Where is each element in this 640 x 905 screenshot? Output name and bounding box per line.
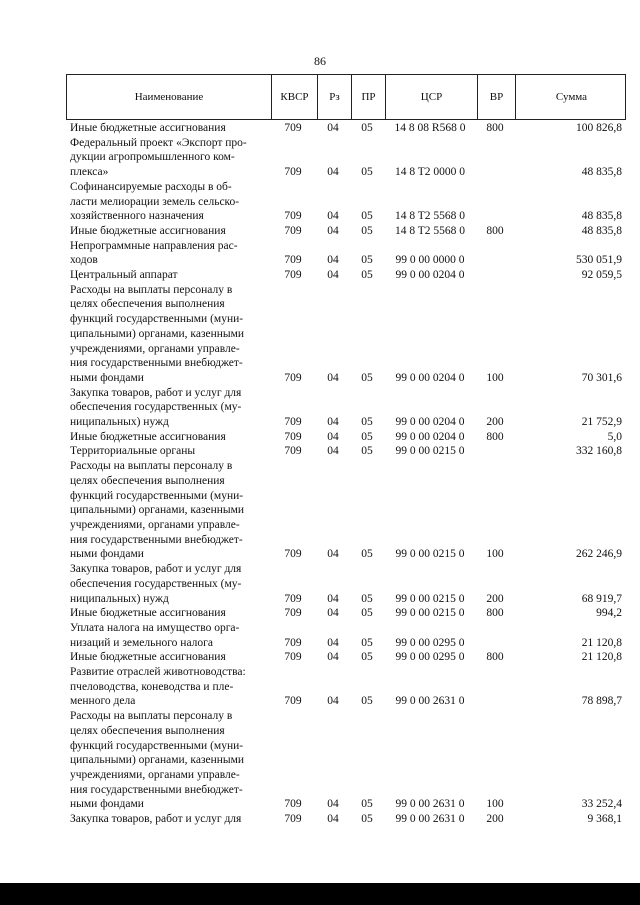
cell-rz: 04: [327, 254, 339, 267]
table-row: [66, 606, 626, 621]
table-row: [66, 444, 626, 459]
cell-rz: 04: [327, 651, 339, 664]
cell-kvsr: 709: [284, 651, 302, 664]
cell-rz: 04: [327, 122, 339, 134]
column-header-rz: Рз: [317, 75, 351, 119]
table-row: [66, 283, 626, 386]
page-number: 86: [314, 54, 326, 68]
table-row: [66, 709, 626, 812]
table-row: [66, 562, 626, 606]
table-row: [66, 812, 626, 827]
cell-name: Расходы на выплаты персоналу в целях обеспечения выполнения функций государственными (муни- ципальными) органами, казенными учреждениями, органами управле- ния государственными внебюджет- ными фондами: [70, 710, 245, 811]
cell-sum: 530 051,9: [576, 254, 622, 267]
cell-vr: 100: [486, 371, 504, 384]
cell-csr: 14 8 T2 5568 0: [394, 210, 466, 223]
cell-csr: 99 0 00 2631 0: [395, 798, 465, 811]
column-header-name: Наименование: [134, 91, 204, 103]
cell-rz: 04: [327, 416, 339, 429]
cell-pr: 05: [361, 548, 373, 561]
column-header-vr: ВР: [477, 75, 515, 119]
cell-vr: 800: [486, 651, 504, 664]
cell-csr: 99 0 00 0295 0: [395, 651, 465, 664]
cell-pr: 05: [361, 695, 373, 708]
cell-name: Софинансируемые расходы в об- ласти мелиорации земель сельско- хозяйственного назначения: [70, 180, 240, 223]
cell-name: Закупка товаров, работ и услуг для: [70, 813, 242, 826]
cell-vr: 100: [486, 548, 504, 561]
cell-sum: 994,2: [596, 607, 622, 620]
cell-pr: 05: [361, 224, 373, 237]
cell-pr: 05: [361, 122, 373, 134]
table-row: [66, 136, 626, 180]
cell-vr: 200: [486, 813, 504, 826]
cell-name: Расходы на выплаты персоналу в целях обеспечения выполнения функций государственными (муни- ципальными) органами, казенными учреждениями, органами управле- ния государственными внебюджет- ными фондами: [70, 283, 245, 384]
cell-pr: 05: [361, 210, 373, 223]
cell-name: Закупка товаров, работ и услуг для обеспечения государственных (му- ниципальных) нужд: [70, 563, 242, 605]
cell-name: Закупка товаров, работ и услуг для обеспечения государственных (му- ниципальных) нужд: [70, 386, 242, 429]
cell-rz: 04: [327, 430, 339, 443]
cell-csr: 99 0 00 0215 0: [395, 592, 465, 605]
cell-rz: 04: [327, 224, 339, 237]
cell-sum: 48 835,8: [581, 224, 622, 237]
cell-name: Развитие отраслей животноводства: пчеловодства, коневодства и пле- менного дела: [70, 666, 246, 708]
cell-pr: 05: [361, 445, 373, 458]
cell-csr: 14 8 T2 0000 0: [394, 166, 466, 179]
cell-pr: 05: [361, 166, 373, 179]
cell-pr: 05: [361, 430, 373, 443]
cell-name: Территориальные органы: [70, 445, 196, 458]
cell-sum: 21 752,9: [581, 416, 622, 429]
cell-sum: 100 826,8: [576, 122, 622, 134]
cell-kvsr: 709: [284, 269, 302, 282]
cell-csr: 99 0 00 2631 0: [395, 695, 465, 708]
table-header: [66, 74, 626, 120]
cell-sum: 21 120,8: [581, 636, 622, 649]
cell-name: Федеральный проект «Экспорт про- дукции агропромышленного ком- плекса»: [70, 136, 247, 179]
column-header-csr: ЦСР: [385, 75, 477, 119]
cell-rz: 04: [327, 371, 339, 384]
cell-name: Уплата налога на имущество орга- низаций и земельного налога: [70, 621, 240, 649]
cell-pr: 05: [361, 269, 373, 282]
cell-csr: 99 0 00 0204 0: [395, 416, 465, 429]
cell-pr: 05: [361, 254, 373, 267]
cell-kvsr: 709: [284, 695, 302, 708]
cell-rz: 04: [327, 166, 339, 179]
cell-vr: 200: [486, 416, 504, 429]
column-header-kvsr: КВСР: [271, 75, 317, 119]
cell-rz: 04: [327, 592, 339, 605]
cell-csr: 99 0 00 0204 0: [395, 371, 465, 384]
cell-sum: 92 059,5: [581, 269, 622, 282]
cell-sum: 70 301,6: [581, 371, 622, 384]
cell-name: Иные бюджетные ассигнования: [70, 607, 226, 620]
table-row: [66, 180, 626, 224]
cell-csr: 99 0 00 0295 0: [395, 636, 465, 649]
cell-sum: 9 368,1: [587, 813, 622, 826]
cell-vr: 200: [486, 592, 504, 605]
cell-kvsr: 709: [284, 224, 302, 237]
cell-pr: 05: [361, 798, 373, 811]
table-row: [66, 665, 626, 709]
cell-sum: 33 252,4: [581, 798, 622, 811]
cell-kvsr: 709: [284, 430, 302, 443]
cell-csr: 99 0 00 0215 0: [395, 607, 465, 620]
cell-kvsr: 709: [284, 813, 302, 826]
cell-kvsr: 709: [284, 636, 302, 649]
column-header-sum: Сумма: [515, 75, 627, 119]
table-row: [66, 621, 626, 650]
table-row: [66, 268, 626, 283]
cell-rz: 04: [327, 798, 339, 811]
cell-name: Непрограммные направления рас- ходов: [70, 239, 238, 267]
cell-name: Иные бюджетные ассигнования: [70, 430, 226, 443]
cell-sum: 21 120,8: [581, 651, 622, 664]
cell-rz: 04: [327, 695, 339, 708]
cell-sum: 48 835,8: [581, 210, 622, 223]
cell-rz: 04: [327, 813, 339, 826]
cell-sum: 68 919,7: [581, 592, 622, 605]
table-row: [66, 459, 626, 562]
table-row: [66, 430, 626, 445]
cell-pr: 05: [361, 592, 373, 605]
cell-name: Центральный аппарат: [70, 269, 178, 282]
cell-pr: 05: [361, 636, 373, 649]
cell-kvsr: 709: [284, 416, 302, 429]
cell-csr: 99 0 00 0000 0: [395, 254, 465, 267]
cell-csr: 14 8 T2 5568 0: [394, 224, 466, 237]
cell-pr: 05: [361, 813, 373, 826]
cell-kvsr: 709: [284, 798, 302, 811]
cell-rz: 04: [327, 445, 339, 458]
cell-csr: 99 0 00 0204 0: [395, 269, 465, 282]
cell-csr: 99 0 00 0204 0: [395, 430, 465, 443]
cell-sum: 5,0: [607, 430, 622, 443]
cell-vr: 100: [486, 798, 504, 811]
cell-rz: 04: [327, 607, 339, 620]
cell-sum: 48 835,8: [581, 166, 622, 179]
table-body: [66, 121, 626, 827]
cell-rz: 04: [327, 269, 339, 282]
cell-sum: 332 160,8: [576, 445, 622, 458]
cell-kvsr: 709: [284, 371, 302, 384]
cell-pr: 05: [361, 371, 373, 384]
cell-rz: 04: [327, 210, 339, 223]
cell-kvsr: 709: [284, 607, 302, 620]
cell-vr: 800: [486, 430, 504, 443]
cell-vr: 800: [486, 224, 504, 237]
cell-sum: 78 898,7: [581, 695, 622, 708]
cell-kvsr: 709: [284, 548, 302, 561]
cell-kvsr: 709: [284, 210, 302, 223]
cell-csr: 14 8 08 R568 0: [394, 122, 466, 134]
cell-vr: 800: [486, 607, 504, 620]
cell-csr: 99 0 00 0215 0: [395, 445, 465, 458]
table-row: [66, 650, 626, 665]
cell-name: Иные бюджетные ассигнования: [70, 651, 226, 664]
cell-rz: 04: [327, 548, 339, 561]
cell-kvsr: 709: [284, 592, 302, 605]
cell-pr: 05: [361, 416, 373, 429]
cell-sum: 262 246,9: [576, 548, 622, 561]
cell-csr: 99 0 00 2631 0: [395, 813, 465, 826]
scan-edge: [0, 883, 640, 905]
cell-pr: 05: [361, 607, 373, 620]
cell-name: Иные бюджетные ассигнования: [70, 122, 226, 134]
cell-kvsr: 709: [284, 254, 302, 267]
table-row: [66, 239, 626, 268]
table-row: [66, 224, 626, 239]
cell-kvsr: 709: [284, 166, 302, 179]
table-row: [66, 386, 626, 430]
cell-name: Расходы на выплаты персоналу в целях обеспечения выполнения функций государственными (муни- ципальными) органами, казенными учреждениями, органами управле- ния государственными внебюджет- ными фондами: [70, 460, 245, 561]
cell-rz: 04: [327, 636, 339, 649]
cell-name: Иные бюджетные ассигнования: [70, 224, 226, 237]
table-row: [66, 121, 626, 136]
cell-kvsr: 709: [284, 445, 302, 458]
cell-pr: 05: [361, 651, 373, 664]
cell-csr: 99 0 00 0215 0: [395, 548, 465, 561]
column-header-pr: ПР: [351, 75, 385, 119]
cell-kvsr: 709: [284, 122, 302, 134]
cell-vr: 800: [486, 122, 504, 134]
